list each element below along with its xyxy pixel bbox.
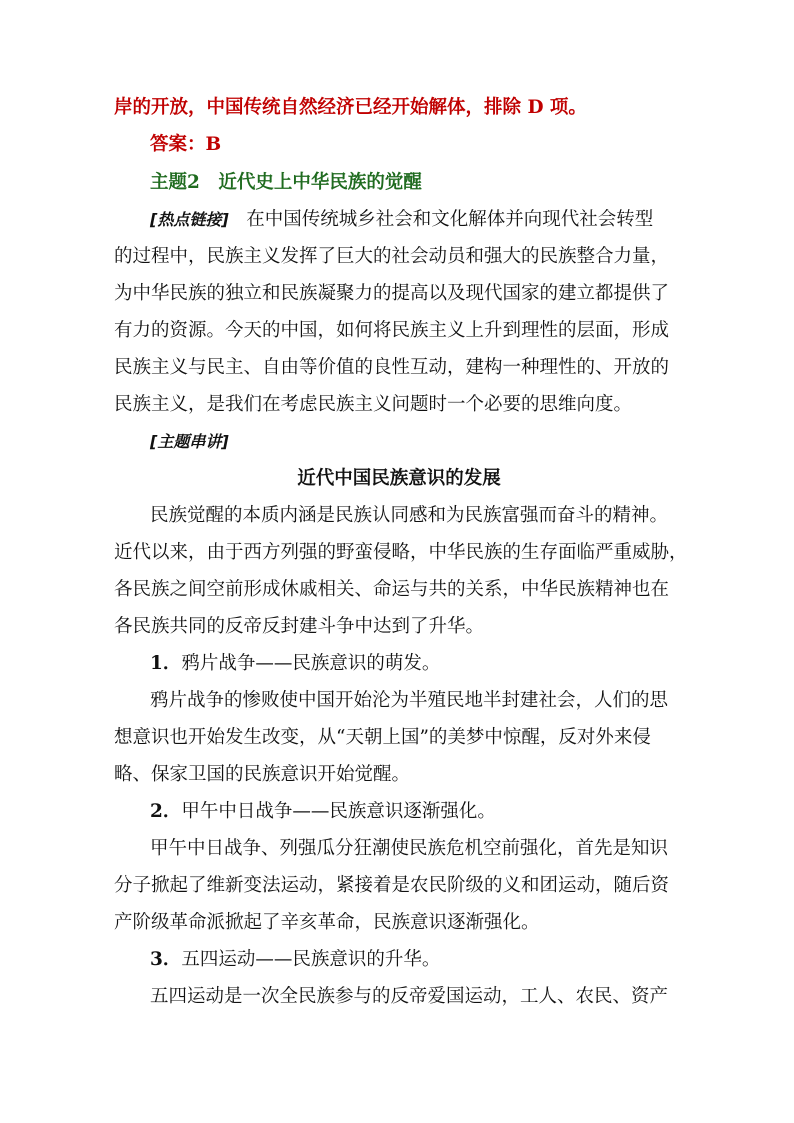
section-number: 1． xyxy=(150,653,182,674)
hot-link-line: 为中华民族的独立和民族凝聚力的提高以及现代国家的建立都提供了 xyxy=(114,283,670,304)
hot-link-line: 有力的资源。今天的中国，如何将民族主义上升到理性的层面，形成 xyxy=(114,320,670,341)
section-line: 略、保家卫国的民族意识开始觉醒。 xyxy=(114,764,411,785)
series-tag: [主题串讲] xyxy=(150,432,229,451)
section-title: 五四运动——民族意识的升华。 xyxy=(181,949,441,970)
section-line: 分子掀起了维新变法运动，紧接着是农民阶级的义和团运动，随后资 xyxy=(114,875,670,896)
section-line: 鸦片战争的惨败使中国开始沦为半殖民地半封建社会，人们的思 xyxy=(150,690,669,711)
topic-heading: 主题2 近代史上中华民族的觉醒 xyxy=(150,172,422,193)
hot-link-line: 民族主义，是我们在考虑民族主义问题时一个必要的思维向度。 xyxy=(114,394,633,415)
intro-line: 各民族之间空前形成休戚相关、命运与共的关系，中华民族精神也在 xyxy=(114,579,670,600)
section-title: 鸦片战争——民族意识的萌发。 xyxy=(181,653,441,674)
answer-label: 答案： xyxy=(150,134,206,155)
answer-line xyxy=(150,132,684,158)
section-line: 产阶级革命派掀起了辛亥革命，民族意识逐渐强化。 xyxy=(114,912,540,933)
hot-link-tag: [热点链接] xyxy=(150,210,229,229)
intro-line: 各民族共同的反帝反封建斗争中达到了升华。 xyxy=(114,616,485,637)
section-number: 2． xyxy=(150,801,182,822)
section-line: 甲午中日战争、列强瓜分狂潮使民族危机空前强化，首先是知识 xyxy=(150,838,669,859)
section-heading xyxy=(150,947,684,973)
hot-link-line: 的过程中，民族主义发挥了巨大的社会动员和强大的民族整合力量， xyxy=(114,246,670,267)
section-heading xyxy=(150,651,684,677)
hot-link-first-line xyxy=(150,207,684,233)
intro-line: 近代以来，由于西方列强的野蛮侵略，中华民族的生存面临严重威胁， xyxy=(114,542,688,563)
hot-link-line: 民族主义与民主、自由等价值的良性互动，建构一种理性的、开放的 xyxy=(114,357,670,378)
section-heading xyxy=(150,799,684,825)
series-tag-line xyxy=(150,429,684,455)
intro-line: 民族觉醒的本质内涵是民族认同感和为民族富强而奋斗的精神。 xyxy=(150,505,669,526)
section-title: 甲午中日战争——民族意识逐渐强化。 xyxy=(181,801,496,822)
section-number: 3． xyxy=(150,949,182,970)
answer-value: B xyxy=(205,134,222,155)
section-line: 想意识也开始发生改变，从“天朝上国”的美梦中惊醒，反对外来侵 xyxy=(114,727,651,748)
article-title: 近代中国民族意识的发展 xyxy=(297,468,501,489)
hot-link-text: 在中国传统城乡社会和文化解体并向现代社会转型 xyxy=(246,209,654,230)
section-line: 五四运动是一次全民族参与的反帝爱国运动，工人、农民、资产 xyxy=(150,986,669,1007)
continuation-line: 岸的开放，中国传统自然经济已经开始解体，排除 D 项。 xyxy=(114,97,587,118)
